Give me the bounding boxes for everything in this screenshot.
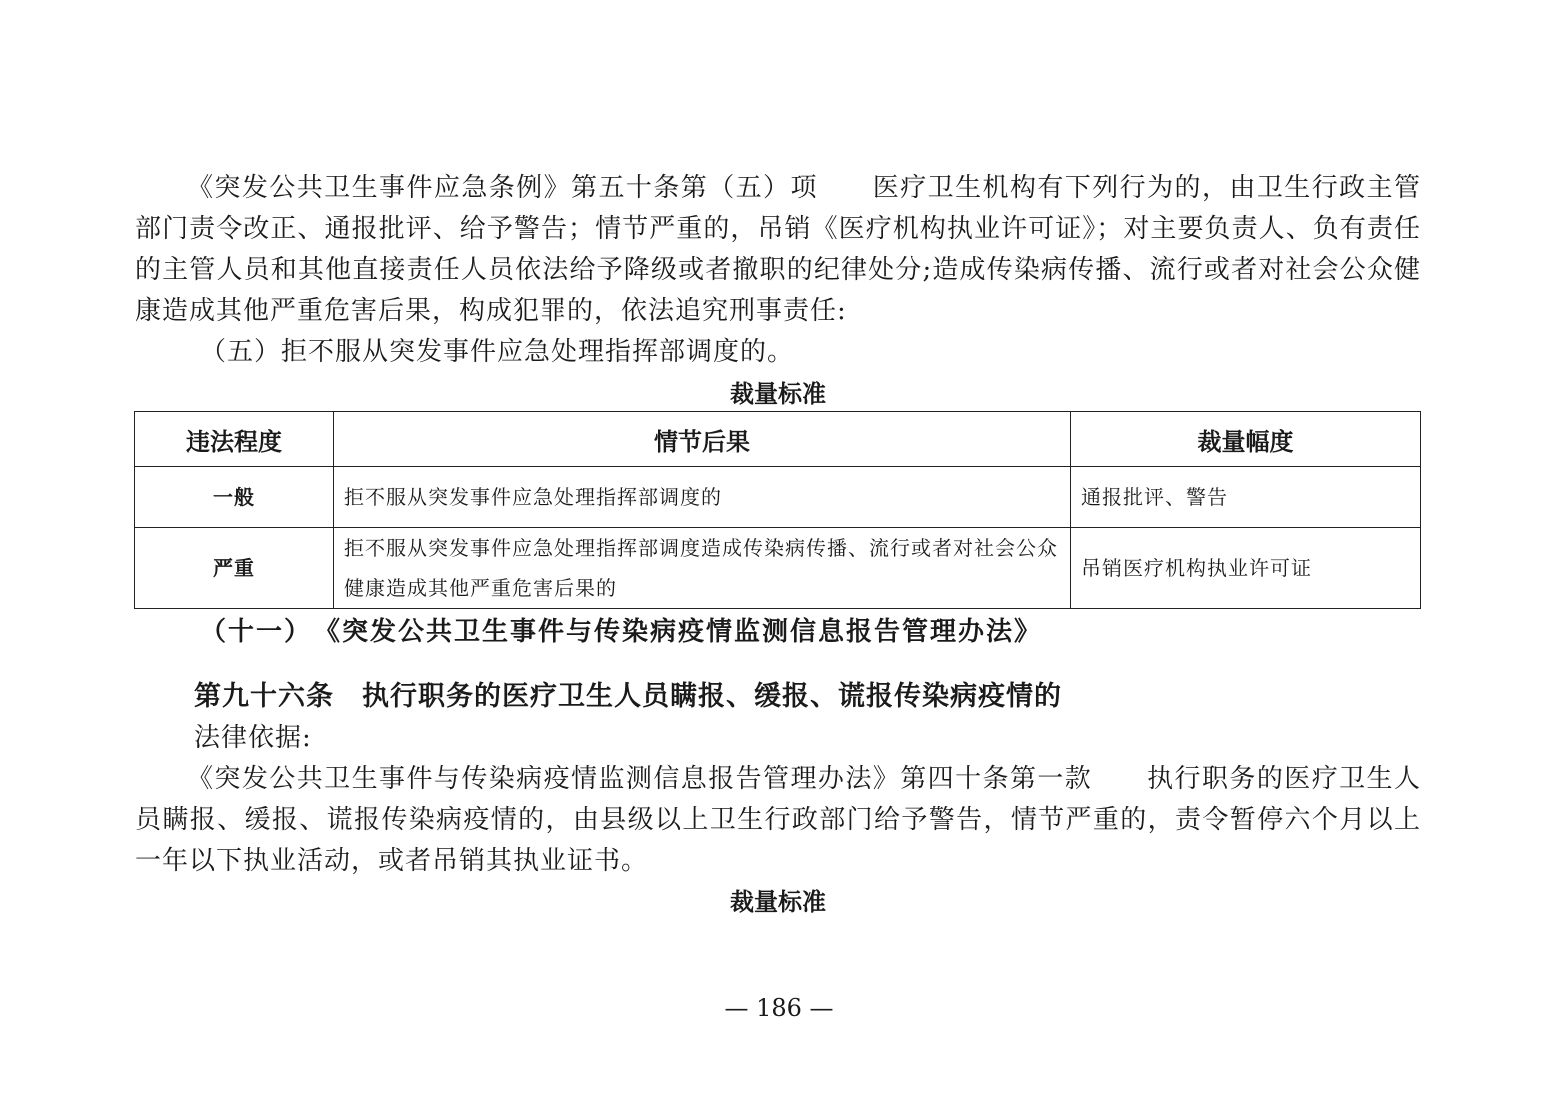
row-circumstance: 拒不服从突发事件应急处理指挥部调度的 xyxy=(334,467,1071,528)
row-degree: 严重 xyxy=(135,528,334,609)
table-header-row xyxy=(135,412,1421,467)
row-circumstance: 拒不服从突发事件应急处理指挥部调度造成传染病传播、流行或者对社会公众健康造成其他严重危害后果的 xyxy=(334,528,1071,609)
table-row xyxy=(135,467,1421,528)
table-caption-2: 裁量标准 xyxy=(730,888,826,916)
discretion-standard-table xyxy=(134,411,1421,609)
row-range: 吊销医疗机构执业许可证 xyxy=(1071,528,1421,609)
row-degree: 一般 xyxy=(135,467,334,528)
page-number: — 186 — xyxy=(724,994,834,1022)
row-range: 通报批评、警告 xyxy=(1071,467,1421,528)
item-five: （五）拒不服从突发事件应急处理指挥部调度的。 xyxy=(200,337,795,367)
article-legal-text: 《突发公共卫生事件与传染病疫情监测信息报告管理办法》第四十条第一款 执行职务的医疗卫生人员瞒报、缓报、谎报传染病疫情的，由县级以上卫生行政部门给予警告，情节严重的，责令暂停六个月以上一年以下执业活动，或者吊销其执业证书。 xyxy=(135,764,1421,876)
legal-basis-label: 法律依据: xyxy=(194,723,312,753)
header-range: 裁量幅度 xyxy=(1071,412,1421,467)
header-degree: 违法程度 xyxy=(135,412,334,467)
section-title: （十一） 《突发公共卫生事件与传染病疫情监测信息报告管理办法》 xyxy=(200,617,1043,647)
table-caption: 裁量标准 xyxy=(730,380,826,408)
table-row xyxy=(135,528,1421,609)
legal-basis-paragraph: 《突发公共卫生事件应急条例》第五十条第（五）项 医疗卫生机构有下列行为的，由卫生行政主管部门责令改正、通报批评、给予警告；情节严重的，吊销《医疗机构执业许可证》；对主要负责人、负有责任的主管人员和其他直接责任人员依法给予降级或者撤职的纪律处分;造成传染病传播、流行或者对社会公众健康造成其他严重危害后果，构成犯罪的，依法追究刑事责任: xyxy=(135,173,1421,326)
article-title: 第九十六条 执行职务的医疗卫生人员瞒报、缓报、谎报传染病疫情的 xyxy=(194,681,1062,712)
header-circumstance: 情节后果 xyxy=(334,412,1071,467)
